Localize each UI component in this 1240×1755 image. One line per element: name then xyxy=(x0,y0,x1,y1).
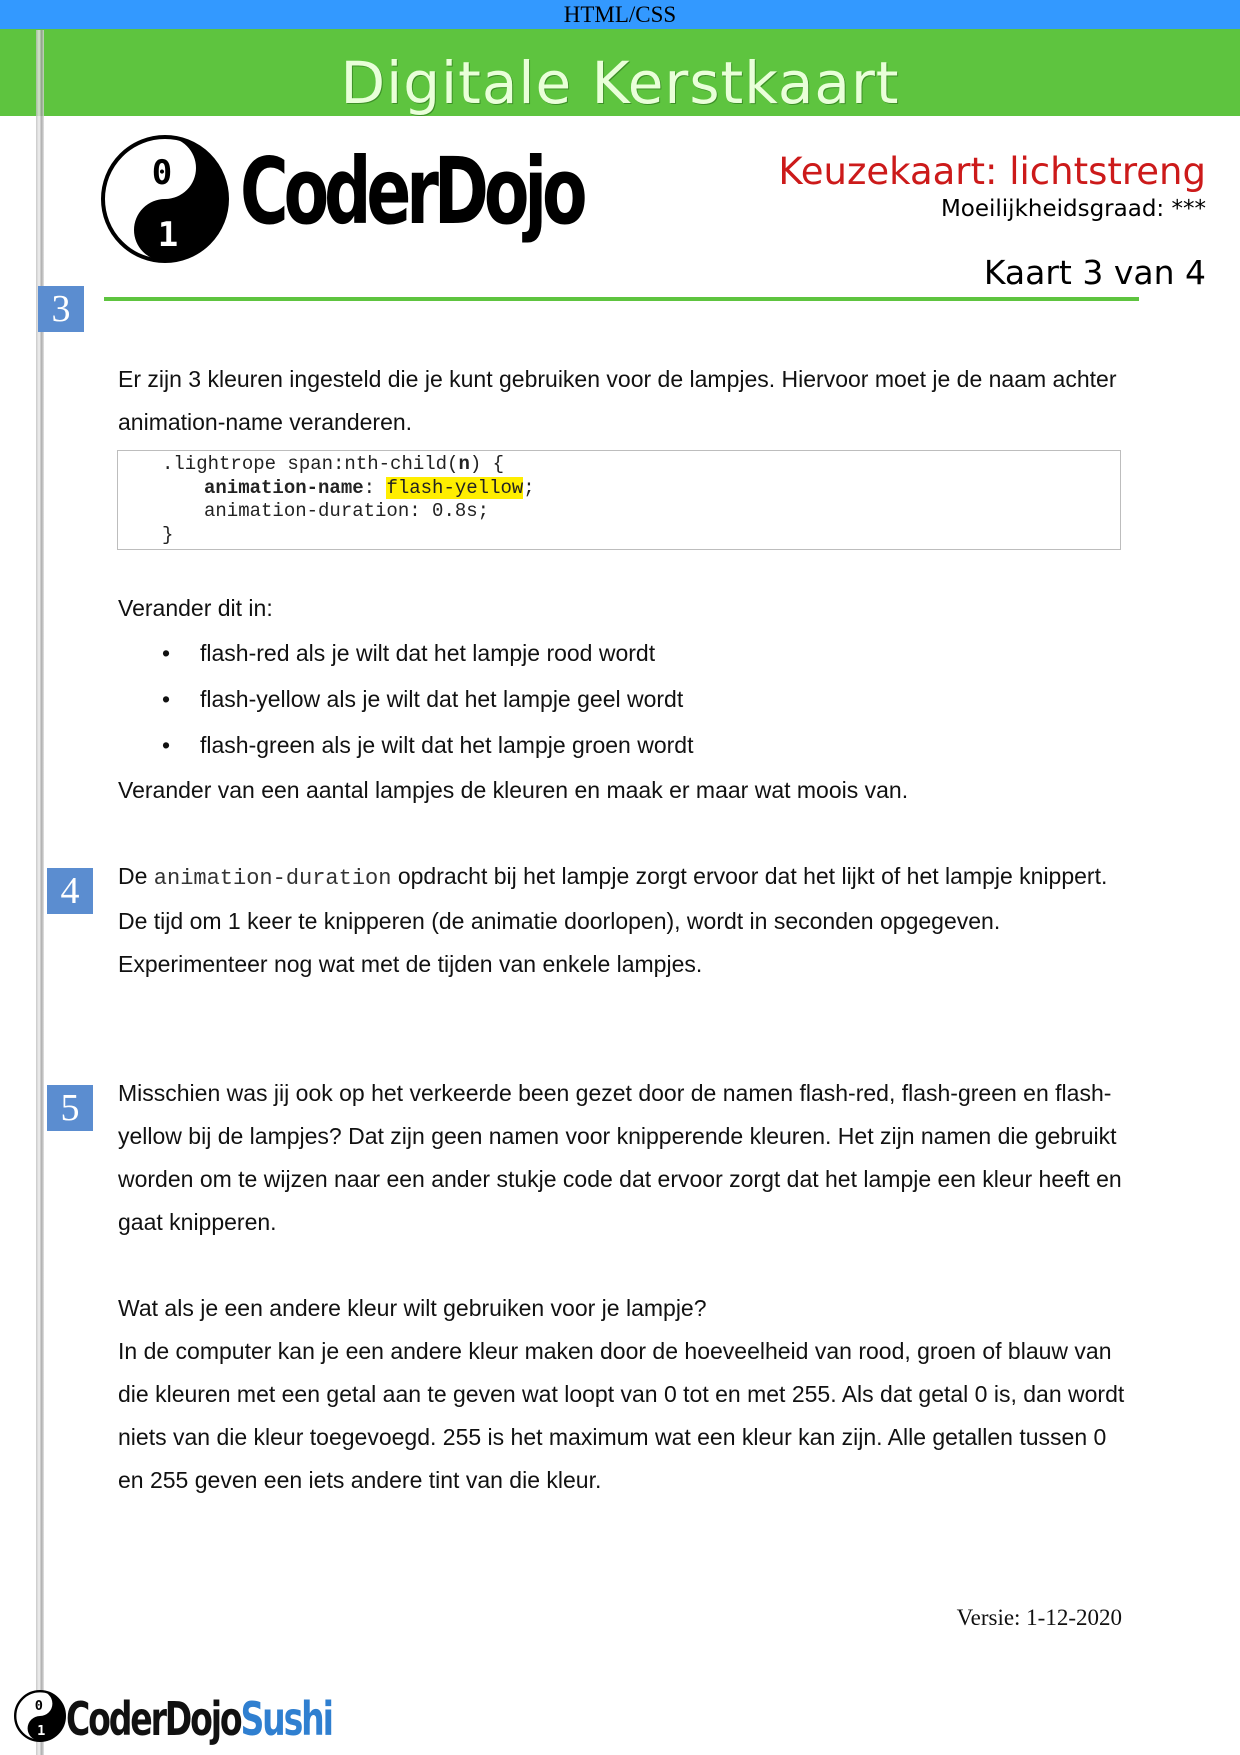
list-item-text: flash-red als je wilt dat het lampje rood wordt xyxy=(200,640,656,666)
step-3-intro xyxy=(118,358,1128,444)
header-banner xyxy=(0,29,1240,116)
code-n: n xyxy=(458,453,470,475)
logo-glyph-top: 0 xyxy=(151,153,173,193)
code-block xyxy=(117,450,1121,550)
header-divider xyxy=(104,297,1139,301)
list-item-text: flash-yellow als je wilt dat het lampje geel wordt xyxy=(200,686,684,712)
page-title: Digitale Kerstkaart xyxy=(340,49,900,117)
code-property: animation-name xyxy=(204,476,364,499)
code-line-3: animation-duration: 0.8s; xyxy=(204,500,490,522)
list-item xyxy=(118,722,1118,768)
code-colon: : xyxy=(363,476,387,499)
step-4-line-2: Experimenteer nog wat met de tijden van enkele lampjes. xyxy=(118,951,703,977)
topbar-label: HTML/CSS xyxy=(563,2,677,27)
footer-brand-a: CoderDojo xyxy=(66,1692,241,1746)
bullet-icon: • xyxy=(162,686,171,712)
card-count: Kaart 3 van 4 xyxy=(983,253,1206,292)
coderdojo-logo-icon xyxy=(100,134,230,264)
logo-wordmark: CoderDojo xyxy=(240,138,583,245)
footer-brand-b: Sushi xyxy=(240,1692,332,1746)
code-brace-open: ) { xyxy=(469,453,505,475)
step-5-text xyxy=(118,1072,1128,1502)
step-badge-4: 4 xyxy=(47,868,93,914)
top-bar xyxy=(0,0,1240,29)
step-5-question: Wat als je een andere kleur wilt gebruiken voor je lampje? xyxy=(118,1295,707,1321)
footer-glyph-bottom: 1 xyxy=(37,1722,46,1739)
step-4-lead: De xyxy=(118,863,154,889)
footer-glyph-top: 0 xyxy=(34,1698,43,1714)
list-item xyxy=(118,630,1118,676)
list-item xyxy=(118,676,1118,722)
bullet-icon: • xyxy=(162,640,171,666)
change-label: Verander dit in: xyxy=(118,595,273,621)
bullet-icon: • xyxy=(162,732,171,758)
step-4-text xyxy=(118,855,1128,986)
logo-glyph-bottom: 1 xyxy=(157,215,179,255)
code-line-2 xyxy=(118,477,1120,501)
list-item-text: flash-green als je wilt dat het lampje groen wordt xyxy=(200,732,694,758)
step-5-paragraph-1: Misschien was jij ook op het verkeerde been gezet door de namen flash-red, flash-green en flash-yellow bij de lampjes? Dat zijn geen namen voor knipperende kleuren. Het zijn namen die gebruikt worden om te wijzen naar een ander stukje code dat ervoor zorgt dat het lampje een kleur heeft en gaat knipperen. xyxy=(118,1080,1122,1235)
code-highlighted-value: flash-yellow xyxy=(386,476,524,499)
step-badge-5: 5 xyxy=(47,1085,93,1131)
footer-wordmark xyxy=(66,1692,332,1746)
code-semicolon: ; xyxy=(523,476,535,499)
step-badge-3: 3 xyxy=(38,286,84,332)
code-line-4: } xyxy=(162,523,174,546)
inline-code: animation-duration xyxy=(153,866,392,891)
step-3-intro-text: Er zijn 3 kleuren ingesteld die je kunt gebruiken voor de lampjes. Hiervoor moet je de naam achter animation-name veranderen. xyxy=(118,366,1117,435)
step-5-paragraph-3: In de computer kan je een andere kleur maken door de hoeveelheid van rood, groen of blauw van die kleuren met een getal aan te geven wat loopt van 0 tot en met 255. Als dat getal 0 is, dan wordt niets van die kleur toegevoegd. 255 is het maximum wat een kleur kan zijn. Alle getallen tussen 0 en 255 geven een iets andere tint van die kleur. xyxy=(118,1338,1125,1493)
step-4-rest: opdracht bij het lampje zorgt ervoor dat het lijkt of het lampje knippert. De tijd om 1 keer te knipperen (de animatie doorlopen), wordt in seconden opgegeven. xyxy=(118,863,1108,934)
code-selector: .lightrope span:nth-child( xyxy=(162,453,459,475)
color-options-list xyxy=(118,630,1118,768)
code-line-1 xyxy=(118,453,1120,477)
step-4-paragraph xyxy=(118,855,1128,943)
step-3-outro: Verander van een aantal lampjes de kleuren en maak er maar wat moois van. xyxy=(118,777,909,803)
coderdojo-sushi-logo-icon xyxy=(14,1690,66,1742)
card-title: Keuzekaart: lichtstreng xyxy=(778,150,1206,193)
version-label: Versie: 1-12-2020 xyxy=(956,1605,1122,1630)
difficulty-label: Moeilijkheidsgraad: *** xyxy=(940,196,1206,222)
